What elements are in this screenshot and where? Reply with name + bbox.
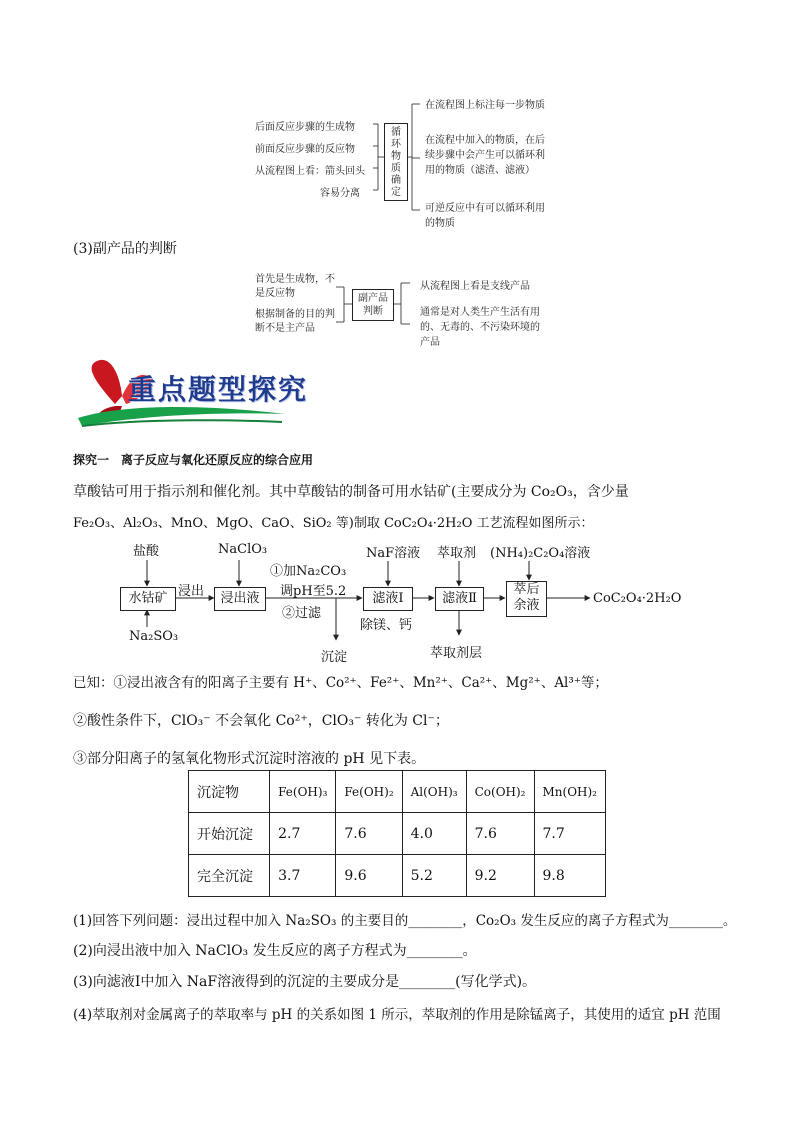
table-cell: 2.7 (270, 813, 336, 855)
table-cell: 5.2 (402, 855, 466, 897)
known-3: ③部分阳离子的氢氧化物形式沉淀时溶液的 pH 见下表。 (73, 751, 426, 767)
right-item: 从流程图上看是支线产品 (420, 281, 530, 292)
table-header-cell: Al(OH)₃ (402, 771, 466, 813)
reagent-naclo3: NaClO₃ (218, 542, 268, 557)
table-header-cell: 沉淀物 (189, 771, 270, 813)
table-cell: 9.6 (336, 855, 402, 897)
right-item: 在流程图上标注每一步物质 (425, 100, 545, 111)
question-3: (3)向滤液Ⅰ中加入 NaF溶液得到的沉淀的主要成分是________(写化学式)。 (73, 974, 537, 990)
box-filtrate-1: 滤液Ⅰ (363, 587, 413, 611)
table-cell: 7.6 (336, 813, 402, 855)
banner-title: 重点题型探究 (128, 373, 309, 406)
reagent-extractant: 萃取剂 (437, 546, 477, 561)
table-header-cell: Co(OH)₂ (466, 771, 534, 813)
left-item: 根据制备的目的判断不是主产品 (255, 309, 335, 334)
product-label: CoC₂O₄·2H₂O (593, 591, 682, 606)
left-item: 容易分离 (320, 188, 360, 199)
question-1: (1)回答下列问题：浸出过程中加入 Na₂SO₃ 的主要目的________，Co₂O₃ 发生反应的离子方程式为________。 (73, 913, 737, 929)
reagent-ammonium-oxalate: (NH₄)₂C₂O₄溶液 (490, 546, 591, 561)
table-header-cell: Fe(OH)₃ (270, 771, 336, 813)
known-2: ②酸性条件下，ClO₃⁻ 不会氧化 Co²⁺，ClO₃⁻ 转化为 Cl⁻； (73, 713, 449, 729)
question-4: (4)萃取剂对金属离子的萃取率与 pH 的关系如图 1 所示，萃取剂的作用是除锰离子，其使用的适宜 pH 范围 (73, 1007, 721, 1023)
center-label: 循环物质确定 (391, 127, 401, 198)
table-cell: 7.6 (466, 813, 534, 855)
table-row (189, 855, 606, 897)
label-adjust-ph: 调pH至5.2 (280, 584, 347, 599)
intro-line-1: 草酸钴可用于指示剂和催化剂。其中草酸钴的制备可用水钴矿(主要成分为 Co₂O₃，含少量 (73, 484, 629, 500)
table-cell: 7.7 (534, 813, 606, 855)
table-cell: 开始沉淀 (189, 813, 270, 855)
label-add-na2co3: ①加Na₂CO₃ (270, 564, 347, 579)
label-filter: ②过滤 (282, 606, 322, 621)
table-row (189, 813, 606, 855)
right-item: 通常是对人类生产生活有用的、无毒的、不污染环境的产品 (420, 307, 540, 348)
table-header-row (189, 771, 606, 813)
box-leachate: 浸出液 (214, 587, 266, 611)
question-2: (2)向浸出液中加入 NaClO₃ 发生反应的离子方程式为________。 (73, 943, 477, 959)
known-1: 已知：①浸出液含有的阳离子主要有 H⁺、Co²⁺、Fe²⁺、Mn²⁺、Ca²⁺、Mg²⁺、Al³⁺等； (73, 675, 608, 691)
right-item: 可逆反应中有可以循环利用的物质 (425, 203, 545, 229)
table-header-cell: Fe(OH)₂ (336, 771, 402, 813)
intro-line-2: Fe₂O₃、Al₂O₃、MnO、MgO、CaO、SiO₂ 等)制取 CoC₂O₄·2H₂O 工艺流程如图所示： (73, 516, 594, 531)
left-item: 前面反应步骤的反应物 (255, 144, 355, 155)
center-label: 副产品判断 (358, 293, 388, 317)
left-item: 后面反应步骤的生成物 (255, 122, 355, 133)
reagent-na2so3: Na₂SO₃ (129, 629, 179, 644)
label-leach: 浸出 (178, 584, 205, 599)
table-cell: 3.7 (270, 855, 336, 897)
left-item: 从流程图上看：箭头回头 (255, 166, 365, 177)
section-3-label: (3)副产品的判断 (73, 241, 177, 257)
right-item: 在流程中加入的物质，在后续步骤中会产生可以循环利用的物质（滤渣、滤液） (425, 135, 545, 176)
table-cell: 4.0 (402, 813, 466, 855)
reagent-hydrochloric-acid: 盐酸 (133, 544, 160, 559)
reagent-naf: NaF溶液 (366, 546, 421, 561)
box-filtrate-2: 滤液Ⅱ (435, 587, 484, 611)
box-raffinate: 萃后余液 (506, 581, 547, 617)
table-cell: 9.2 (466, 855, 534, 897)
output-remove-mg-ca: 除镁、钙 (360, 618, 413, 633)
ph-table (188, 770, 606, 897)
table-header-cell: Mn(OH)₂ (534, 771, 606, 813)
output-precipitate: 沉淀 (321, 650, 348, 665)
box-water-cobalt-ore: 水钴矿 (120, 587, 176, 611)
output-extractant-layer: 萃取剂层 (430, 646, 483, 661)
table-cell: 完全沉淀 (189, 855, 270, 897)
question-heading: 探究一 离子反应与氧化还原反应的综合应用 (73, 453, 314, 467)
left-item: 首先是生成物，不是反应物 (255, 274, 335, 299)
table-cell: 9.8 (534, 855, 606, 897)
